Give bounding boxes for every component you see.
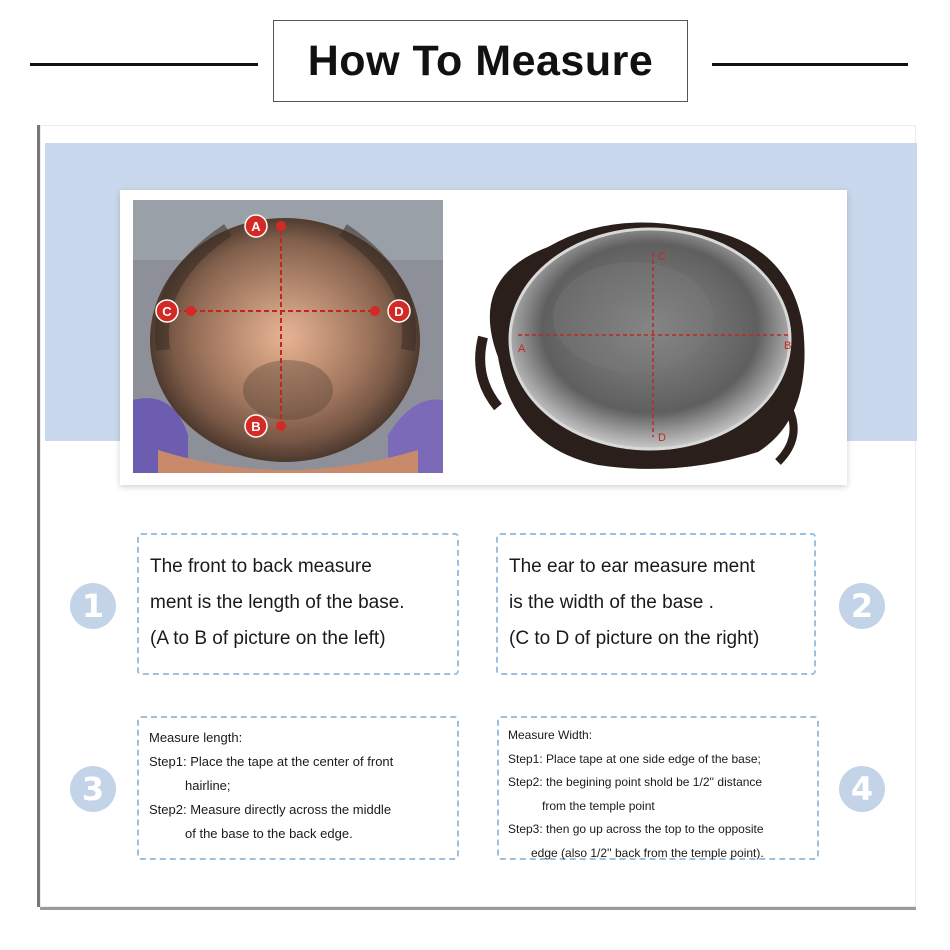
svg-text:C: C: [658, 251, 666, 263]
step-number-2: 2: [839, 583, 885, 629]
marker-c: [156, 300, 178, 322]
step-number-4: 4: [839, 766, 885, 812]
step-4-line: Measure Width:: [508, 728, 593, 742]
title-rule-right: [712, 63, 908, 66]
step-3-box: [137, 716, 459, 860]
marker-b: [245, 415, 267, 437]
svg-text:B: B: [784, 340, 792, 352]
marker-a: [245, 215, 267, 237]
step-4-line: Step3: then go up across the top to the opposite: [508, 822, 764, 836]
step-1-box: [137, 533, 459, 675]
svg-text:B: B: [251, 419, 261, 434]
step-4-line: Step2: the begining point shold be 1/2'' distance: [508, 775, 763, 789]
step-2-line: (C to D of picture on the right): [509, 628, 760, 649]
step-2-line: The ear to ear measure ment: [509, 556, 756, 577]
step-3-line: of the base to the back edge.: [185, 826, 353, 841]
step-3-line: Step1: Place the tape at the center of front: [149, 754, 394, 769]
step-number-1: 1: [70, 583, 116, 629]
svg-text:A: A: [518, 343, 526, 355]
svg-text:D: D: [658, 432, 666, 444]
step-1-line: The front to back measure: [150, 556, 372, 577]
head-measure-photo: [133, 200, 443, 473]
title-rule-left: [30, 63, 258, 66]
marker-d: [388, 300, 410, 322]
step-4-line: Step1: Place tape at one side edge of the base;: [508, 751, 761, 766]
step-4-line: from the temple point: [542, 798, 655, 813]
title-box: [273, 20, 688, 102]
step-1-line: (A to B of picture on the left): [150, 628, 386, 649]
step-3-line: Measure length:: [149, 730, 243, 745]
svg-text:A: A: [251, 219, 261, 234]
step-1-line: ment is the length of the base.: [150, 592, 405, 613]
page-title: How To Measure: [307, 36, 654, 85]
step-2-box: [496, 533, 816, 675]
step-3-line: Step2: Measure directly across the middle: [149, 802, 392, 817]
step-4-box: [497, 716, 819, 860]
step-4-line: edge (also 1/2'' back from the temple point).: [531, 845, 764, 860]
base-measure-photo: [458, 207, 818, 477]
svg-text:C: C: [162, 304, 172, 319]
svg-text:D: D: [394, 304, 404, 319]
step-number-3: 3: [70, 766, 116, 812]
step-3-line: hairline;: [185, 778, 231, 793]
step-2-line: is the width of the base .: [509, 592, 714, 613]
